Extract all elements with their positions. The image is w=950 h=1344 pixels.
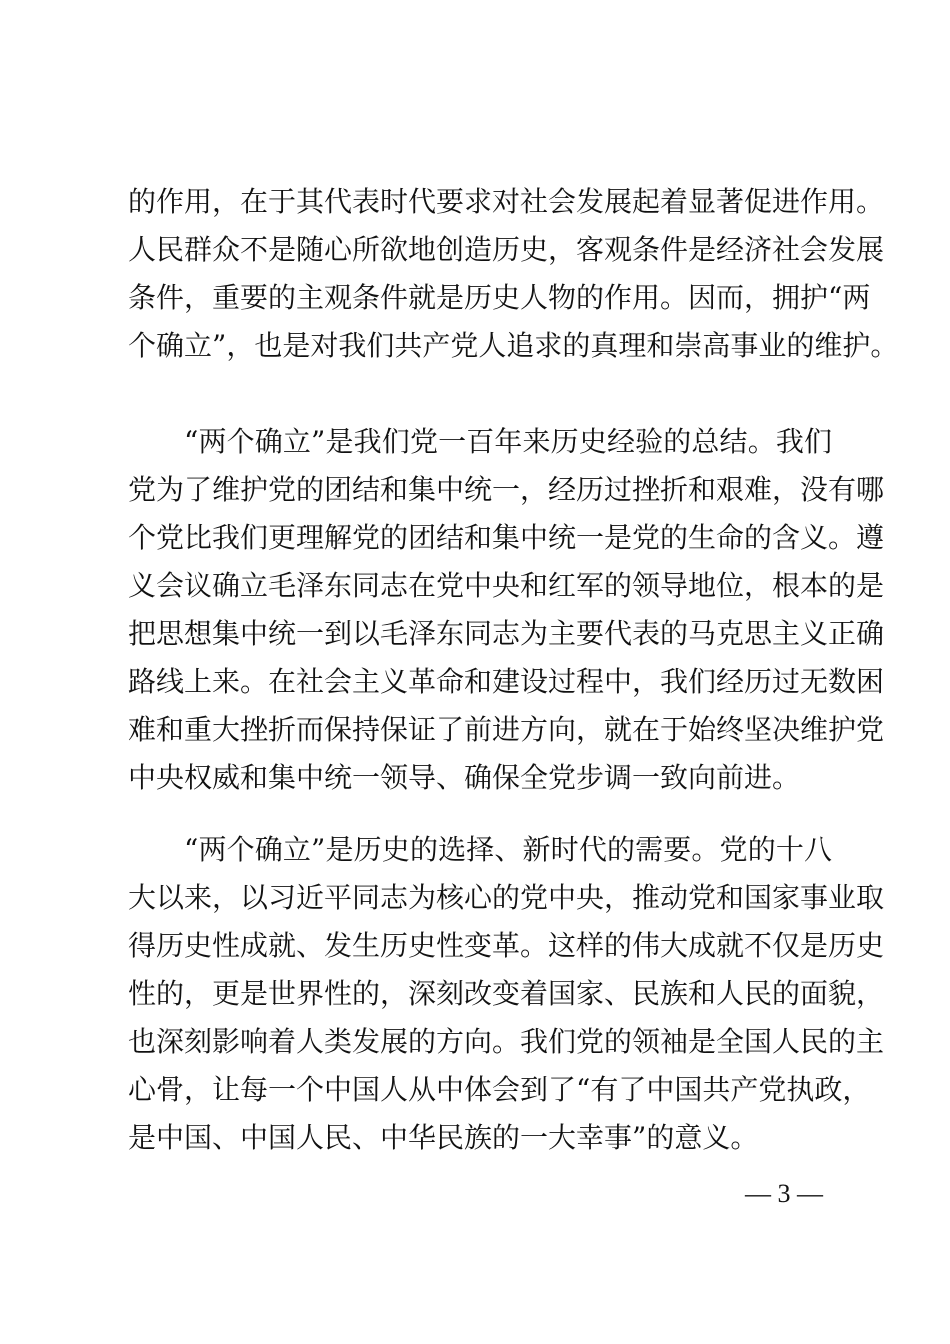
page-number: — 3 — (745, 1179, 823, 1208)
text-line: 党为了维护党的团结和集中统一，经历过挫折和艰难，没有哪 (128, 473, 885, 506)
text-line: 性的，更是世界性的，深刻改变着国家、民族和人民的面貌， (128, 977, 885, 1010)
text-line: 条件，重要的主观条件就是历史人物的作用。因而，拥护“两 (128, 281, 871, 314)
text-line: 也深刻影响着人类发展的方向。我们党的领袖是全国人民的主 (128, 1025, 885, 1058)
text-line: 中央权威和集中统一领导、确保全党步调一致向前进。 (128, 761, 801, 794)
text-line: 路线上来。在社会主义革命和建设过程中，我们经历过无数困 (128, 665, 885, 698)
text-line: 把思想集中统一到以毛泽东同志为主要代表的马克思主义正确 (128, 617, 885, 650)
text-line: “两个确立”是我们党一百年来历史经验的总结。我们 (184, 425, 832, 458)
text-line: 得历史性成就、发生历史性变革。这样的伟大成就不仅是历史 (128, 929, 885, 962)
text-line: 大以来，以习近平同志为核心的党中央，推动党和国家事业取 (128, 881, 885, 914)
text-line: 的作用，在于其代表时代要求对社会发展起着显著促进作用。 (128, 185, 885, 218)
text-line: 个党比我们更理解党的团结和集中统一是党的生命的含义。遵 (128, 521, 885, 554)
text-line: 义会议确立毛泽东同志在党中央和红军的领导地位，根本的是 (128, 569, 885, 602)
text-line: 是中国、中国人民、中华民族的一大幸事”的意义。 (128, 1121, 759, 1154)
text-line: 个确立”，也是对我们共产党人追求的真理和崇高事业的维护。 (128, 329, 899, 362)
text-line: 心骨，让每一个中国人从中体会到了“有了中国共产党执政， (128, 1073, 871, 1106)
text-line: 难和重大挫折而保持保证了前进方向，就在于始终坚决维护党 (128, 713, 885, 746)
text-line: 人民群众不是随心所欲地创造历史，客观条件是经济社会发展 (128, 233, 885, 266)
text-line: “两个确立”是历史的选择、新时代的需要。党的十八 (184, 833, 832, 866)
